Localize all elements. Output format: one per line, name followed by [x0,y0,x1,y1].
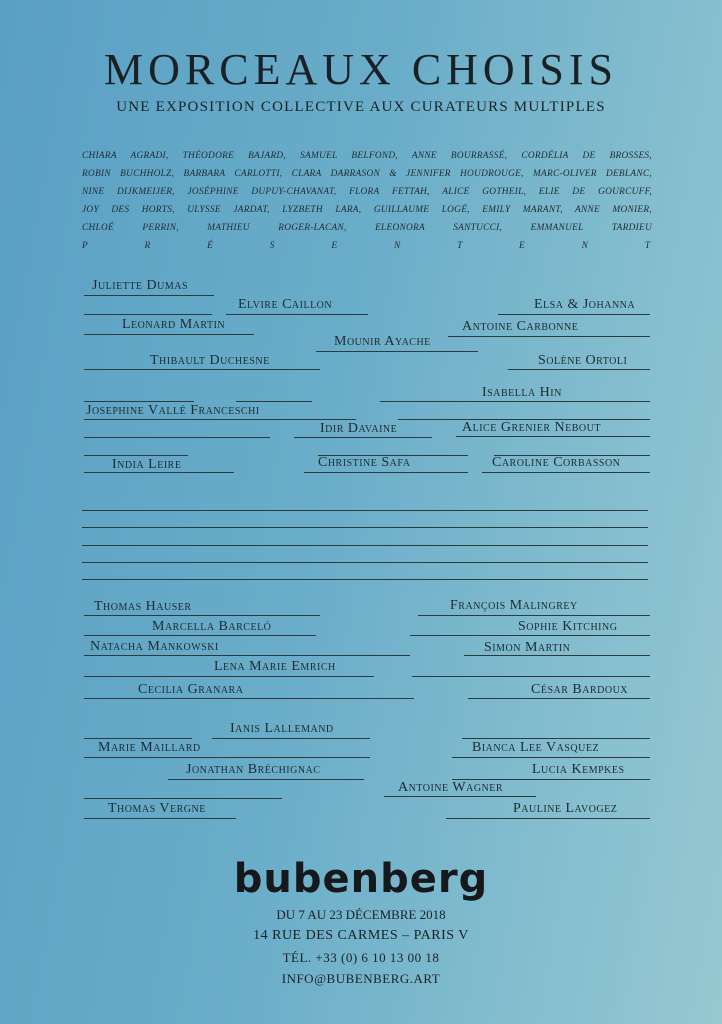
exhibition-title: MORCEAUX CHOISIS [104,45,618,94]
gallery-address: 14 RUE DES CARMES – PARIS V [253,928,469,943]
artist-name: Natacha Mankowski [90,639,219,654]
signature-rule [226,314,368,315]
curator-line: CHLOÉ PERRIN, MATHIEU ROGER-LACAN, ELEONORA SANTUCCI, EMMANUEL TARDIEU [82,223,652,233]
signature-rule [384,796,536,797]
signature-rule [468,698,650,699]
signature-rule [84,295,214,296]
artist-name: César Bardoux [531,682,629,697]
artist-name: Alice Grenier Nebout [462,420,601,435]
signature-rule [508,369,650,370]
signature-rule [418,615,650,616]
signature-rule [84,818,236,819]
artist-name: Bianca Lee Vasquez [472,740,600,755]
empty-signature-line [82,562,648,563]
artist-name: Marie Maillard [98,740,201,755]
gallery-phone: TÉL. +33 (0) 6 10 13 00 18 [282,950,440,965]
artist-name: Thomas Hauser [94,599,192,614]
signature-rule [84,757,370,758]
artist-name: Josephine Vallé Franceschi [86,403,260,418]
signature-rule [84,419,356,420]
signature-rule [294,437,432,438]
artist-name: Jonathan Bréchignac [186,762,321,777]
signature-rule [84,798,282,799]
artist-name: Antoine Carbonne [462,319,579,334]
signature-rule [84,401,194,402]
signature-rule [84,655,410,656]
signature-rule [84,738,192,739]
signature-rule [168,779,364,780]
curator-line: JOY DES HORTS, ULYSSE JARDAT, LYZBETH LARA, GUILLAUME LOGÉ, EMILY MARANT, ANNE MONIER, [82,205,652,215]
artist-name: Elsa & Johanna [534,297,636,312]
artist-name: Sophie Kitching [518,619,618,634]
bubenberg-logo: bubenberg [233,856,489,902]
empty-signature-line [82,527,648,528]
artist-name: Cecilia Granara [138,682,244,697]
artist-name: Marcella Barceló [152,619,272,634]
gallery-email[interactable]: INFO@BUBENBERG.ART [281,971,441,986]
signature-rule [236,401,312,402]
signature-rule [448,336,650,337]
artist-name: Christine Safa [318,455,411,470]
curator-line: CHIARA AGRADI, THÉODORE BAJARD, SAMUEL BELFOND, ANNE BOURRASSÉ, CORDÉLIA DE BROSSES, [82,151,652,161]
artist-name: Lena Marie Emrich [214,659,336,674]
signature-rule [84,635,316,636]
artist-name: Juliette Dumas [92,278,189,293]
artist-name: Mounir Ayache [334,334,431,349]
signature-rule [464,655,650,656]
artist-name: India Leire [112,457,182,472]
signature-rule [84,334,254,335]
empty-signature-line [82,579,648,580]
signature-rule [84,615,320,616]
artist-name: Elvire Caillon [238,297,333,312]
signature-rule [462,738,650,739]
signature-rule [84,472,234,473]
signature-rule [380,401,650,402]
presentent-line: P R É S E N T E N T [82,241,652,251]
signature-rule [84,455,188,456]
curator-line: NINE DIJKMEIJER, JOSÉPHINE DUPUY-CHAVANAT, FLORA FETTAH, ALICE GOTHEIL, ELIE DE GOURCUFF, [82,187,652,197]
signature-rule [410,635,650,636]
signature-rule [316,351,478,352]
signature-rule [482,472,650,473]
artist-name: Antoine Wagner [398,780,504,795]
artist-name: Simon Martin [484,640,571,655]
artist-name: Thibault Duchesne [150,353,270,368]
signature-rule [84,698,414,699]
signature-rule [84,437,270,438]
signature-rule [84,314,212,315]
artist-name: Idir Davaine [320,421,398,436]
signature-rule [304,472,468,473]
curator-line: ROBIN BUCHHOLZ, BARBARA CARLOTTI, CLARA DARRASON & JENNIFER HOUDROUGE, MARC-OLIVER DEBLANC, [82,169,652,179]
artist-name: François Malingrey [450,598,578,613]
artist-name: Lucia Kempkes [532,762,625,777]
signature-rule [412,676,650,677]
empty-signature-line [82,510,648,511]
signature-rule [84,369,320,370]
exhibition-dates: DU 7 AU 23 DÉCEMBRE 2018 [276,907,446,922]
artist-name: Isabella Hin [482,385,562,400]
signature-rule [452,757,650,758]
signature-rule [212,738,370,739]
artist-name: Leonard Martin [122,317,226,332]
empty-signature-line [82,545,648,546]
signature-rule [456,436,650,437]
exhibition-subtitle: UNE EXPOSITION COLLECTIVE AUX CURATEURS MULTIPLES [116,99,606,115]
artist-name: Pauline Lavogez [513,801,618,816]
artist-name: Ianis Lallemand [230,721,334,736]
signature-rule [84,676,374,677]
signature-rule [498,314,650,315]
artist-name: Caroline Corbasson [492,455,621,470]
artist-name: Thomas Vergne [108,801,206,816]
artist-name: Solène Ortoli [538,353,628,368]
signature-rule [446,818,650,819]
